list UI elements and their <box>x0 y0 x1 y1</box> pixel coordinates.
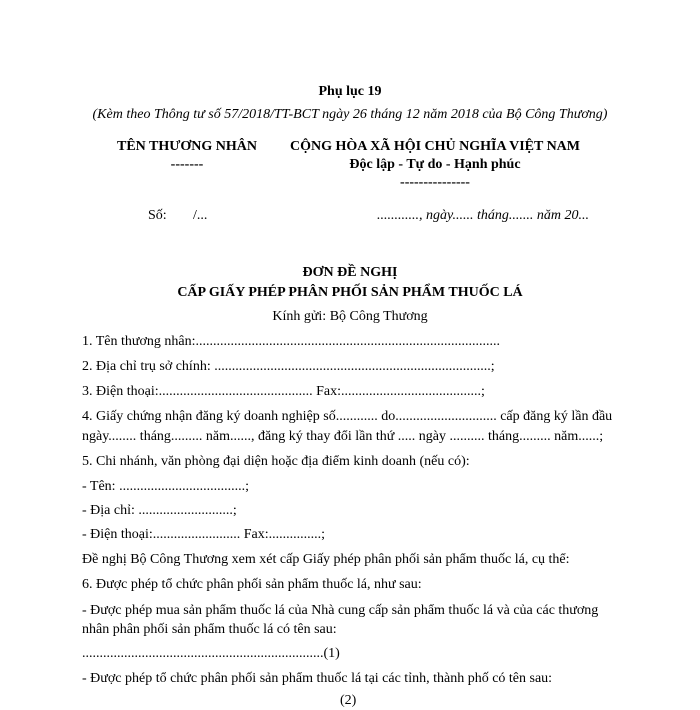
number-label: Số: <box>148 208 167 223</box>
addressee: Kính gửi: Bộ Công Thương <box>272 309 428 324</box>
appendix-subtitle: (Kèm theo Thông tư số 57/2018/TT-BCT ngày 26 tháng 12 năm 2018 của Bộ Công Thương) <box>92 107 608 122</box>
field-head-office: 2. Địa chỉ trụ sở chính: ...............................................................................; <box>82 359 495 374</box>
purchase-permission: - Được phép mua sản phẩm thuốc lá của Nhà cung cấp sản phẩm thuốc lá và của các thương <box>82 603 599 618</box>
field-merchant-name: 1. Tên thương nhân:....................................................................................... <box>82 334 500 349</box>
field-branch-phone-fax: - Điện thoại:......................... Fax:...............; <box>82 527 326 542</box>
merchant-name-heading: TÊN THƯƠNG NHÂN <box>116 139 257 154</box>
field-phone-fax: 3. Điện thoại:............................................ Fax:........................................; <box>82 384 485 399</box>
field-branch-address: - Địa chỉ: ...........................; <box>82 503 237 518</box>
date-line: ............, ngày...... tháng....... năm 20... <box>377 208 589 223</box>
number-value: /... <box>193 208 208 223</box>
form-subtitle: CẤP GIẤY PHÉP PHÂN PHỐI SẢN PHẨM THUỐC LÁ <box>177 285 523 300</box>
national-title: CỘNG HÒA XÃ HỘI CHỦ NGHĨA VIỆT NAM <box>289 139 580 154</box>
national-motto: Độc lập - Tự do - Hạnh phúc <box>349 157 521 172</box>
field-branch-name: - Tên: ....................................; <box>82 479 249 494</box>
field-registration-dates: ngày........ tháng......... năm......, đăng ký thay đổi lần thứ ..... ngày .......... tháng......... năm......; <box>82 429 604 444</box>
national-rule: --------------- <box>400 175 470 190</box>
field-branch-heading: 5. Chi nhánh, văn phòng đại diện hoặc địa điểm kinh doanh (nếu có): <box>82 454 470 469</box>
supplier-list-blank: .....................................................................(1) <box>82 646 340 661</box>
form-title: ĐƠN ĐỀ NGHỊ <box>302 265 398 280</box>
province-list-marker: (2) <box>340 693 357 708</box>
appendix-title: Phụ lục 19 <box>318 84 382 99</box>
header-right <box>270 138 600 192</box>
purchase-permission-cont: nhân phân phối sản phẩm thuốc lá có tên sau: <box>82 622 337 637</box>
merchant-rule: ------- <box>170 157 204 172</box>
request-statement: Đề nghị Bộ Công Thương xem xét cấp Giấy phép phân phối sản phẩm thuốc lá, cụ thể: <box>82 552 570 567</box>
section-6-heading: 6. Được phép tổ chức phân phối sản phẩm thuốc lá, như sau: <box>82 577 422 592</box>
field-business-registration: 4. Giấy chứng nhận đăng ký doanh nghiệp số............ do............................. cấp đăng ký lần đầu <box>82 409 613 424</box>
header-left <box>92 138 282 174</box>
distribution-provinces: - Được phép tổ chức phân phối sản phẩm thuốc lá tại các tỉnh, thành phố có tên sau: <box>82 671 553 686</box>
